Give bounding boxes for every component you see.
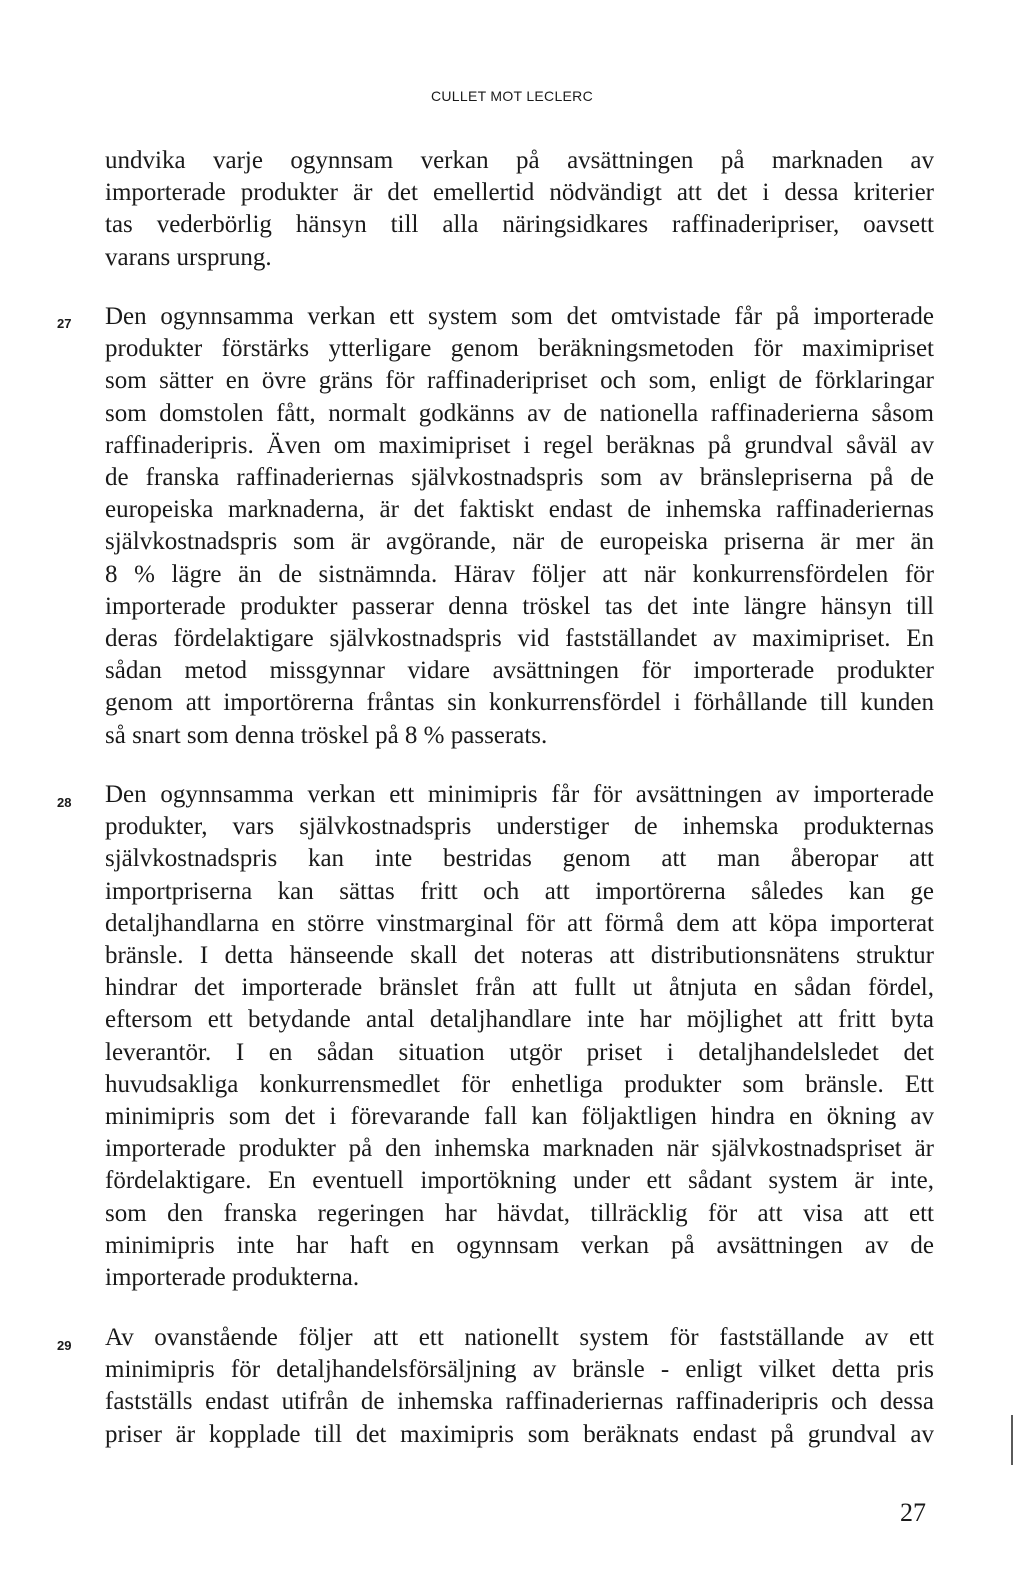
paragraph-line: hindrar det importerade bränslet från att fullt ut åtnjuta en sådan fördel, (105, 974, 934, 1002)
paragraph-line: genom att importörerna fråntas sin konkurrensfördel i förhållande till kunden (105, 689, 934, 717)
paragraph-number: 28 (57, 795, 72, 810)
paragraph-line: varans ursprung. (105, 243, 272, 271)
paragraph-line: bränsle. I detta hänseende skall det noteras att distributionsnätens struktur (105, 942, 934, 970)
paragraph-line: sådan metod missgynnar vidare avsättningen för importerade produkter (105, 657, 934, 685)
paragraph-number: 29 (57, 1338, 72, 1353)
paragraph-line: importerade produkter är det emellertid nödvändigt att det i dessa kriterier (105, 179, 934, 207)
paragraph-line: leverantör. I en sådan situation utgör priset i detaljhandelsledet det (105, 1038, 934, 1066)
paragraph-line: undvika varje ogynnsam verkan på avsättningen på marknaden av (105, 147, 934, 174)
paragraph-line: minimipris för detaljhandelsförsäljning av bränsle - enligt vilket detta pris (105, 1356, 934, 1384)
paragraph-line: självkostnadspris som är avgörande, när de europeiska priserna är mer än (105, 528, 934, 556)
paragraph-line: minimipris inte har haft en ogynnsam verkan på avsättningen av de (105, 1231, 934, 1259)
paragraph-line: Av ovanstående följer att ett nationellt system för fastställande av ett (105, 1324, 934, 1351)
paragraph-continuation (105, 145, 934, 274)
paragraph-line: Den ogynnsamma verkan ett minimipris får för avsättningen av importerade (105, 781, 934, 808)
paragraph-line: eftersom ett betydande antal detaljhandlare inte har möjlighet att fritt byta (105, 1006, 934, 1034)
paragraph-line: importerade produkter passerar denna tröskel tas det inte längre hänsyn till (105, 592, 934, 620)
paragraph-line: importpriserna kan sättas fritt och att importörerna således kan ge (105, 877, 934, 905)
paragraph-line: deras fördelaktigare självkostnadspris vid fastställandet av maximipriset. En (105, 625, 934, 653)
paragraph-line: de franska raffinaderiernas självkostnadspris som av bränslepriserna på de (105, 464, 934, 492)
paragraph-line: som den franska regeringen har hävdat, tillräcklig för att visa att ett (105, 1199, 934, 1227)
paragraph-line: importerade produkterna. (105, 1264, 360, 1292)
paragraph-27 (105, 301, 934, 752)
paragraph-number: 27 (57, 316, 72, 331)
paragraph-line: Den ogynnsamma verkan ett system som det omtvistade får på importerade (105, 303, 934, 330)
paragraph-line: priser är kopplade till det maximipris som beräknats endast på grundval av (105, 1420, 934, 1448)
paragraph-line: som domstolen fått, normalt godkänns av de nationella raffinaderierna såsom (105, 399, 934, 427)
paragraph-line: huvudsakliga konkurrensmedlet för enhetliga produkter som bränsle. Ett (105, 1070, 934, 1098)
paragraph-line: fastställs endast utifrån de inhemska raffinaderiernas raffinaderipris och dessa (105, 1388, 934, 1416)
paragraph-line: självkostnadspris kan inte bestridas genom att man åberopar att (105, 845, 934, 873)
paragraph-line: produkter förstärks ytterligare genom beräkningsmetoden för maximipriset (105, 335, 934, 363)
paragraph-line: raffinaderipris. Även om maximipriset i regel beräknas på grundval såväl av (105, 431, 934, 459)
paragraph-line: fördelaktigare. En eventuell importökning under ett sådant system är inte, (105, 1167, 934, 1195)
paragraph-line: importerade produkter på den inhemska marknaden när självkostnadspriset är (105, 1135, 934, 1163)
paragraph-28 (105, 779, 934, 1294)
running-header: CULLET MOT LECLERC (430, 88, 594, 104)
paragraph-line: så snart som denna tröskel på 8 % passerats. (105, 721, 548, 749)
paragraph-line: minimipris som det i förevarande fall kan följaktligen hindra en ökning av (105, 1103, 934, 1131)
paragraph-29 (105, 1322, 934, 1451)
paragraph-line: tas vederbörlig hänsyn till alla näringsidkares raffinaderipriser, oavsett (105, 211, 934, 239)
paragraph-line: 8 % lägre än de sistnämnda. Härav följer att när konkurrensfördelen för (105, 560, 934, 588)
margin-mark (1011, 1415, 1013, 1465)
paragraph-line: produkter, vars självkostnadspris understiger de inhemska produkternas (105, 813, 934, 841)
paragraph-line: europeiska marknaderna, är det faktiskt endast de inhemska raffinaderiernas (105, 496, 934, 524)
page-number: 27 (900, 1498, 926, 1527)
paragraph-line: detaljhandlarna en större vinstmarginal för att förmå dem att köpa importerat (105, 909, 934, 937)
paragraph-line: som sätter en övre gräns för raffinaderipriset och som, enligt de förklaringar (105, 367, 934, 395)
